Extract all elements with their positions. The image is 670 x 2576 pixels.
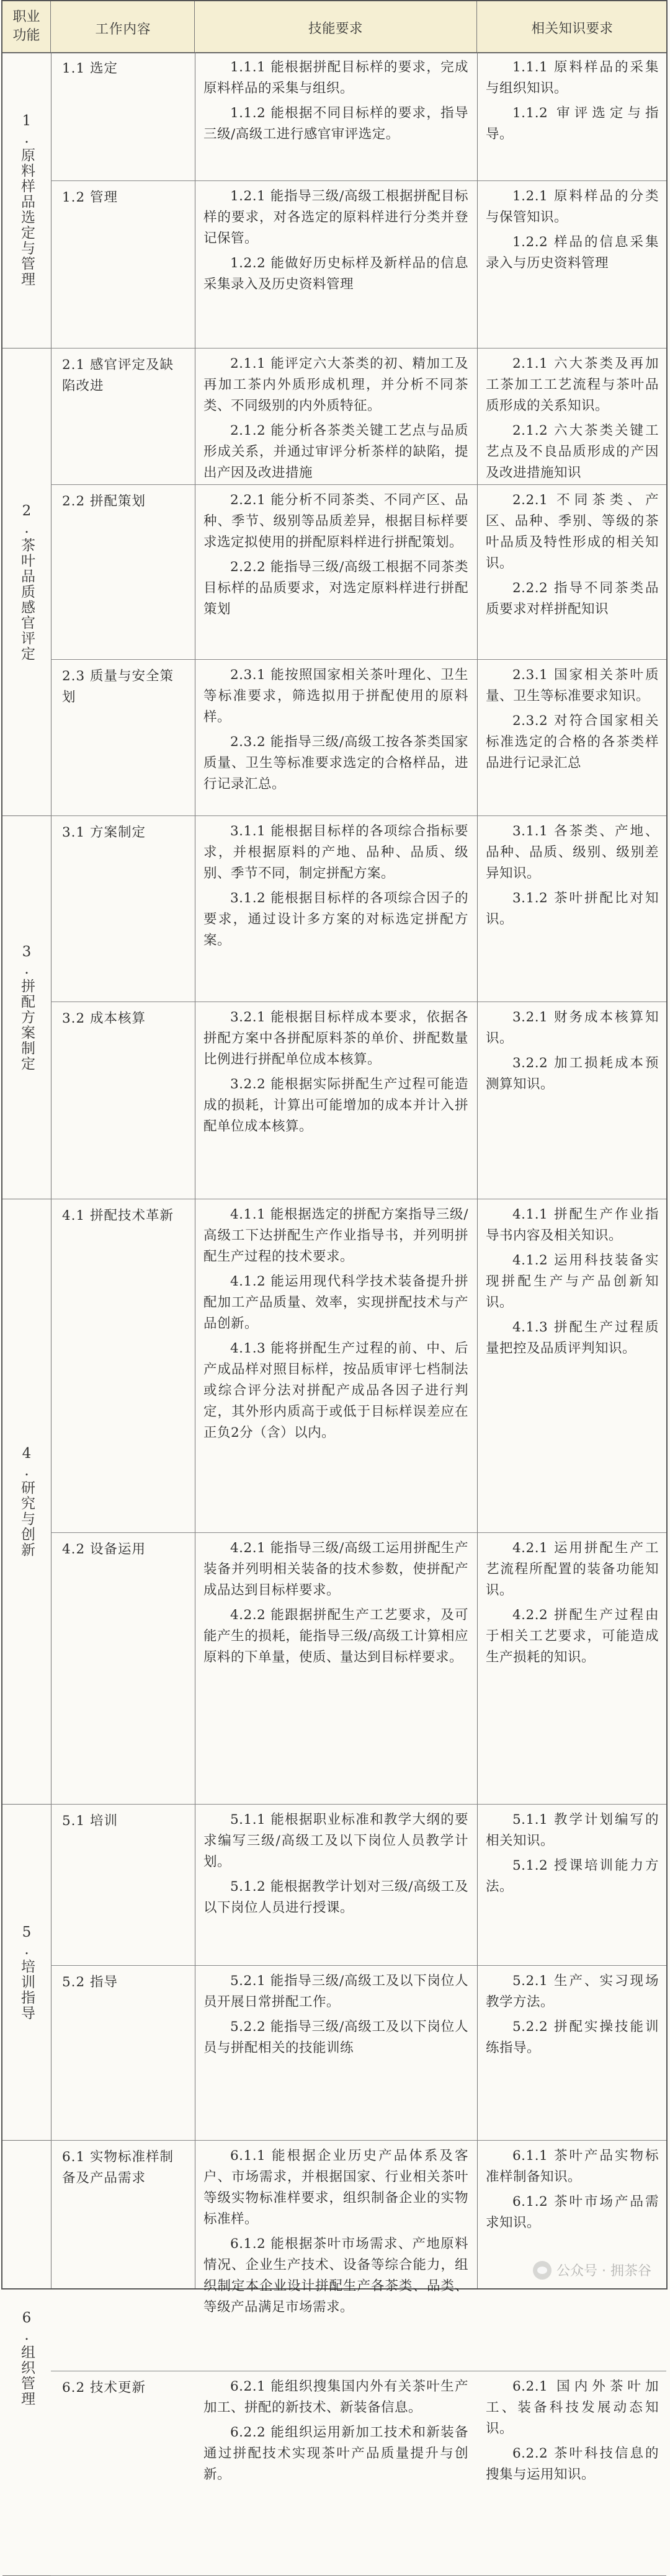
work-content-cell: 5.1 培训 xyxy=(62,1813,118,1829)
skill-requirements-cell xyxy=(195,349,477,487)
knowledge-item: 5.1.1 教学计划编写的相关知识。 xyxy=(486,1812,659,1849)
knowledge-item: 5.2.1 生产、实习现场教学方法。 xyxy=(486,1973,659,2010)
knowledge-item: 4.1.3 拼配生产过程质量把控及品质评判知识。 xyxy=(486,1320,659,1356)
function-label: 2.茶叶品质感官评定 xyxy=(19,502,35,662)
work-content-cell: 5.2 指导 xyxy=(62,1974,118,1990)
skill-requirements-cell xyxy=(195,1805,477,1922)
work-content-cell: 6.2 技术更新 xyxy=(62,2380,146,2396)
knowledge-requirements-cell xyxy=(477,1805,666,1901)
work-content-cell: 6.1 实物标准样制备及产品需求 xyxy=(62,2149,174,2186)
skill-item: 6.2.2 能组织运用新加工技术和新装备通过拼配技术实现茶叶产品质量提升与创新。 xyxy=(203,2425,468,2482)
work-content-cell: 4.2 设备运用 xyxy=(62,1542,146,1557)
skill-requirements-cell xyxy=(195,52,477,149)
table-row xyxy=(51,181,666,349)
knowledge-item: 2.3.1 国家相关茶叶质量、卫生等标准要求知识。 xyxy=(486,667,659,704)
knowledge-item: 1.2.2 样品的信息采集录入与历史资料管理 xyxy=(486,234,659,271)
knowledge-item: 3.2.2 加工损耗成本预测算知识。 xyxy=(486,1055,659,1092)
knowledge-item: 2.2.1 不同茶类、产区、品种、季别、等级的茶叶品质及特性形成的相关知识。 xyxy=(486,492,659,571)
skill-item: 1.1.1 能根据拼配目标样的要求，完成原料样品的采集与组织。 xyxy=(203,60,468,96)
skill-item: 2.3.1 能按照国家相关茶叶理化、卫生等标准要求，筛选拟用于拼配使用的原料样。 xyxy=(203,667,468,725)
skill-requirements-cell xyxy=(195,2141,477,2322)
skill-item: 4.1.3 能将拼配生产过程的前、中、后产成品样对照目标样，按品质审评七档制法或综合评分法对拼配产成品各因子进行判定，其外形内质高于或低于目标样误差应在正负2分（含）以内。 xyxy=(203,1341,468,1441)
table-row xyxy=(51,52,666,181)
knowledge-item: 2.1.1 六大茶类及再加工茶加工工艺流程与茶叶品质形成的关系知识。 xyxy=(486,356,659,414)
skill-item: 4.2.2 能跟据拼配生产工艺要求，及可能产生的损耗，能指导三级/高级工计算相应原料的下单量，使质、量达到目标样要求。 xyxy=(203,1607,468,1665)
knowledge-item: 4.1.1 拼配生产作业指导书内容及相关知识。 xyxy=(486,1207,659,1243)
function-label: 1.原料样品选定与管理 xyxy=(19,113,35,287)
skill-item: 2.2.1 能分析不同茶类、不同产区、品种、季节、级别等品质差异，根据目标样要求选定拟使用的拼配原料样进行拼配策划。 xyxy=(203,492,468,550)
knowledge-item: 1.1.2 审评选定与指导。 xyxy=(486,105,659,142)
work-content-cell: 3.1 方案制定 xyxy=(62,825,146,840)
work-content-cell: 4.1 拼配技术革新 xyxy=(62,1208,174,1224)
knowledge-requirements-cell xyxy=(477,1533,666,1672)
skill-item: 2.1.2 能分析各茶类关键工艺点与品质形成关系，并通过审评分析茶样的缺陷，提出产因及改进措施 xyxy=(203,423,468,481)
function-cell xyxy=(2,816,51,1199)
knowledge-requirements-cell xyxy=(477,816,666,934)
skill-item: 1.2.1 能指导三级/高级工根据拼配目标样的要求，对各选定的原料样进行分类并登记保管。 xyxy=(203,189,468,246)
wechat-icon xyxy=(533,2261,552,2280)
watermark xyxy=(533,2260,651,2280)
skill-item: 4.2.1 能指导三级/高级工运用拼配生产装备并列明相关装备的技术参数，使拼配产成品达到目标样要求。 xyxy=(203,1540,468,1598)
header-function-label: 职业 功能 xyxy=(12,9,40,43)
skill-item: 3.1.2 能根据目标样的各项综合因子的要求，通过设计多方案的对标选定拼配方案。 xyxy=(203,890,468,948)
table-row xyxy=(51,1002,666,1199)
knowledge-item: 6.1.2 茶叶市场产品需求知识。 xyxy=(486,2194,659,2231)
work-content-cell: 2.3 质量与安全策划 xyxy=(62,668,174,705)
knowledge-requirements-cell xyxy=(477,660,666,778)
skill-item: 5.2.1 能指导三级/高级工及以下岗位人员开展日常拼配工作。 xyxy=(203,1973,468,2010)
skill-requirements-cell xyxy=(195,181,477,299)
knowledge-item: 6.2.1 国内外茶叶加工、装备科技发展动态知识。 xyxy=(486,2379,659,2436)
skill-item: 3.1.1 能根据目标样的各项综合指标要求，并根据原料的产地、品种、品质、级别、季节不同，制定拼配方案。 xyxy=(203,824,468,881)
function-label: 6.组织管理 xyxy=(19,2309,35,2407)
knowledge-item: 4.2.1 运用拼配生产工艺流程所配置的装备功能知识。 xyxy=(486,1540,659,1598)
function-label: 4.研究与创新 xyxy=(19,1446,35,1558)
knowledge-item: 1.1.1 原料样品的采集与组织知识。 xyxy=(486,60,659,96)
knowledge-item: 5.1.2 授课培训能力方法。 xyxy=(486,1858,659,1894)
knowledge-item: 5.2.2 拼配实操技能训练指导。 xyxy=(486,2019,659,2056)
skill-item: 2.3.2 能指导三级/高级工按各茶类国家质量、卫生等标准要求选定的合格样品，进行记录汇总。 xyxy=(203,734,468,792)
skill-requirements-cell xyxy=(195,1533,477,1672)
skill-item: 3.2.1 能根据目标样成本要求，依据各拼配方案中各拼配原料茶的单价、拼配数量比例进行拼配单位成本核算。 xyxy=(203,1010,468,1067)
skill-requirements-cell xyxy=(195,816,477,955)
skill-item: 2.2.2 能指导三级/高级工根据不同茶类目标样的品质要求，对选定原料样进行拼配策划 xyxy=(203,559,468,617)
skill-requirements-cell xyxy=(195,660,477,799)
skill-item: 5.2.2 能指导三级/高级工及以下岗位人员与拼配相关的技能训练 xyxy=(203,2019,468,2056)
skill-item: 4.1.1 能根据选定的拼配方案指导三级/高级工下达拼配生产作业指导书，并列明拼配生产过程的技术要求。 xyxy=(203,1207,468,1264)
skill-item: 6.1.1 能根据企业历史产品体系及客户、市场需求，并根据国家、行业相关茶叶等级实物标准样要求，组织制备企业的实物标准样。 xyxy=(203,2148,468,2227)
function-label: 3.拼配方案制定 xyxy=(19,943,35,1072)
table-row xyxy=(51,2141,666,2371)
table-row xyxy=(51,1199,666,1533)
skill-item: 1.1.2 能根据不同目标样的要求，指导三级/高级工进行感官审评选定。 xyxy=(203,105,468,142)
skill-requirements-cell xyxy=(195,1002,477,1141)
function-cell xyxy=(2,349,51,816)
work-content-cell: 2.2 拼配策划 xyxy=(62,494,146,509)
knowledge-requirements-cell xyxy=(477,181,666,278)
header-knowledge-requirements: 相关知识要求 xyxy=(531,21,614,37)
work-content-cell: 1.2 管理 xyxy=(62,190,118,205)
knowledge-requirements-cell xyxy=(477,2141,666,2237)
skill-requirements-cell xyxy=(195,1966,477,2063)
skill-item: 4.1.2 能运用现代科学技术装备提升拼配加工产品质量、效率，实现拼配技术与产品创新。 xyxy=(203,1274,468,1331)
skill-requirements-cell xyxy=(195,2371,477,2489)
skill-requirements-cell xyxy=(195,485,477,624)
table-row xyxy=(51,816,666,1002)
knowledge-item: 3.1.2 茶叶拼配比对知识。 xyxy=(486,890,659,927)
skill-item: 5.1.1 能根据职业标准和教学大纲的要求编写三级/高级工及以下岗位人员教学计划。 xyxy=(203,1812,468,1870)
table-row xyxy=(51,660,666,816)
knowledge-requirements-cell xyxy=(477,1199,666,1363)
function-label: 5.培训指导 xyxy=(19,1924,35,2021)
knowledge-requirements-cell xyxy=(477,2371,666,2489)
knowledge-item: 4.1.2 运用科技装备实现拼配生产与产品创新知识。 xyxy=(486,1253,659,1310)
competency-table xyxy=(1,0,668,2482)
knowledge-requirements-cell xyxy=(477,485,666,624)
skill-requirements-cell xyxy=(195,1199,477,1447)
table-row xyxy=(51,1533,666,1805)
knowledge-item: 2.1.2 六大茶类关键工艺点及不良品质形成的产因及改进措施知识 xyxy=(486,423,659,481)
knowledge-item: 6.1.1 茶叶产品实物标准样制备知识。 xyxy=(486,2148,659,2185)
table-row xyxy=(51,2371,666,2576)
function-cell xyxy=(2,2141,51,2576)
header-work-content: 工作内容 xyxy=(51,1,195,52)
knowledge-requirements-cell xyxy=(477,1002,666,1099)
function-cell xyxy=(2,1199,51,1805)
skill-item: 3.2.2 能根据实际拼配生产过程可能造成的损耗，计算出可能增加的成本并计入拼配单位成本核算。 xyxy=(203,1077,468,1134)
knowledge-requirements-cell xyxy=(477,349,666,487)
header-function xyxy=(2,1,51,52)
function-cell xyxy=(2,52,51,349)
knowledge-item: 3.1.1 各茶类、产地、品种、品质、级别、级别差异知识。 xyxy=(486,824,659,881)
knowledge-item: 1.2.1 原料样品的分类与保管知识。 xyxy=(486,189,659,225)
header-skill-requirements: 技能要求 xyxy=(195,1,477,52)
knowledge-requirements-cell xyxy=(477,52,666,149)
watermark-text: 公众号 · 拥茶谷 xyxy=(556,2263,651,2279)
knowledge-item: 3.2.1 财务成本核算知识。 xyxy=(486,1010,659,1046)
knowledge-item: 2.2.2 指导不同茶类品质要求对样拼配知识 xyxy=(486,580,659,617)
knowledge-requirements-cell xyxy=(477,1966,666,2063)
work-content-cell: 3.2 成本核算 xyxy=(62,1011,146,1026)
skill-item: 1.2.2 能做好历史标样及新样品的信息采集录入及历史资料管理 xyxy=(203,255,468,292)
work-content-cell: 2.1 感官评定及缺陷改进 xyxy=(62,357,174,394)
skill-item: 5.1.2 能根据教学计划对三级/高级工及以下岗位人员进行授课。 xyxy=(203,1879,468,1916)
knowledge-item: 6.2.2 茶叶科技信息的搜集与运用知识。 xyxy=(486,2446,659,2482)
knowledge-item: 2.3.2 对符合国家相关标准选定的合格的各茶类样品进行记录汇总 xyxy=(486,713,659,771)
table-row xyxy=(51,1966,666,2141)
function-cell xyxy=(2,1805,51,2141)
work-content-cell: 1.1 选定 xyxy=(62,61,118,76)
skill-item: 6.1.2 能根据茶叶市场需求、产地原料情况、企业生产技术、设备等综合能力，组织制定本企业设计拼配生产各茶类、品类、等级产品满足市场需求。 xyxy=(203,2236,468,2315)
knowledge-item: 4.2.2 拼配生产过程由于相关工艺要求，可能造成生产损耗的知识。 xyxy=(486,1607,659,1665)
table-row xyxy=(51,485,666,660)
table-header xyxy=(2,1,666,53)
table-row xyxy=(51,1805,666,1966)
skill-item: 2.1.1 能评定六大茶类的初、精加工及再加工茶内外质形成机理，并分析不同茶类、不同级别的内外质特征。 xyxy=(203,356,468,414)
skill-item: 6.2.1 能组织搜集国内外有关茶叶生产加工、拼配的新技术、新装备信息。 xyxy=(203,2379,468,2415)
table-row xyxy=(51,349,666,485)
